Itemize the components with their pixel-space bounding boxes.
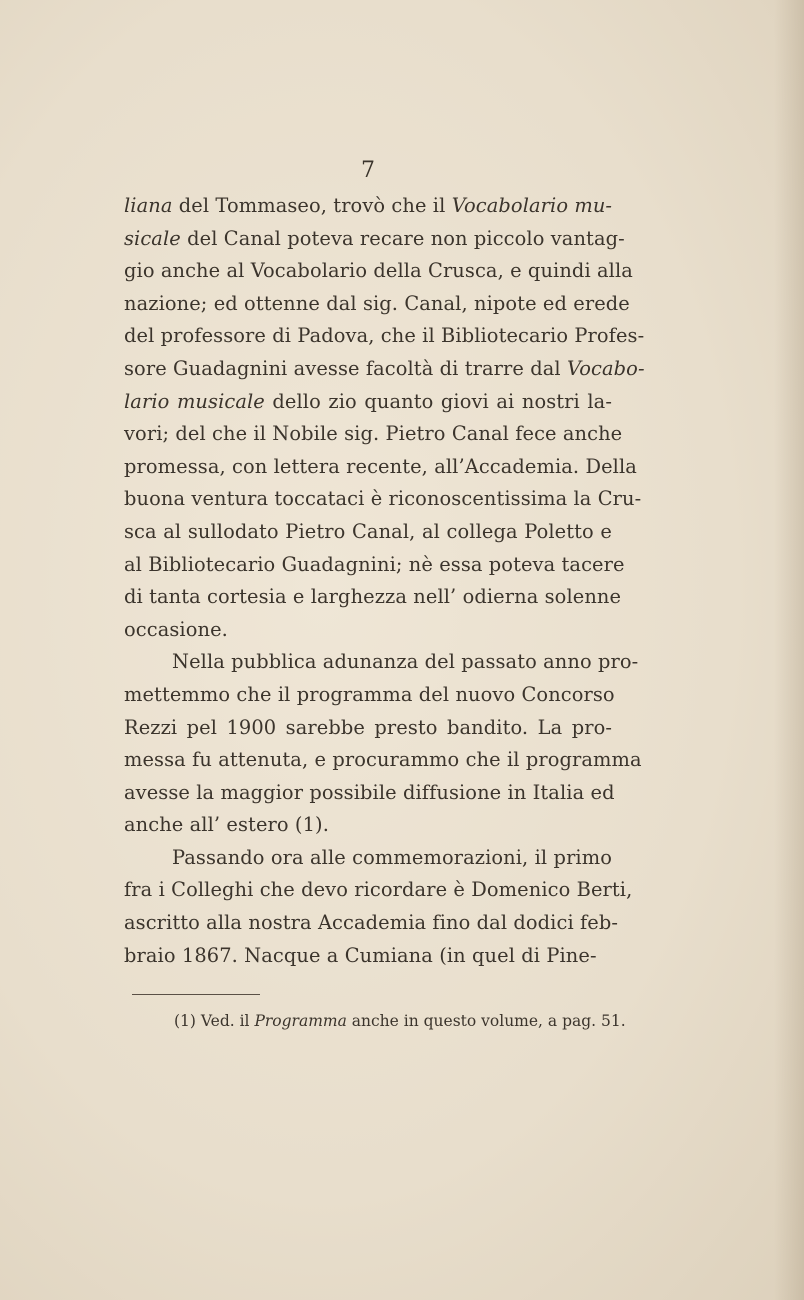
text-segment: Nella pubblica adunanza del passato anno pro-	[172, 650, 639, 674]
text-segment: sore Guadagnini avesse facoltà di trarre dal	[124, 356, 567, 380]
footnote-segment: anche in questo volume, a pag. 51.	[346, 1012, 626, 1030]
text-segment: del Canal poteva recare non piccolo vantag-	[180, 226, 625, 250]
text-segment: Rezzi pel 1900 sarebbe presto bandito. La pro-	[124, 715, 612, 739]
text-segment: fra i Colleghi che devo ricordare è Domenico Berti,	[124, 878, 633, 902]
text-line	[124, 320, 645, 353]
footnote-segment: Programma	[254, 1012, 347, 1030]
text-segment: ascritto alla nostra Accademia fino dal dodici feb-	[124, 911, 619, 935]
footnote-rule	[132, 994, 260, 995]
text-segment: dello zio quanto giovi ai nostri la-	[264, 389, 612, 413]
text-line	[124, 386, 612, 419]
text-line	[124, 842, 612, 875]
text-segment: sca al sullodato Pietro Canal, al collega Poletto e	[124, 519, 612, 543]
text-segment: lario musicale	[124, 389, 265, 413]
text-segment: del Tommaseo, trovò che il	[172, 194, 452, 217]
text-segment: nazione; ed ottenne dal sig. Canal, nipote ed erede	[124, 291, 630, 315]
text-line	[124, 907, 619, 940]
text-line	[124, 646, 639, 679]
text-segment: mettemmo che il programma del nuovo Concorso	[124, 682, 615, 706]
text-line	[124, 255, 633, 288]
text-line	[124, 874, 633, 907]
text-line	[124, 744, 642, 777]
text-line	[124, 581, 622, 614]
text-line	[124, 549, 625, 582]
text-line	[124, 190, 612, 223]
text-line	[124, 679, 615, 712]
text-line	[124, 777, 615, 810]
text-segment: anche all’ estero (1).	[124, 813, 329, 837]
text-segment: di tanta cortesia e larghezza nell’ odierna solenne	[124, 585, 622, 609]
text-line	[124, 712, 612, 745]
text-segment: Vocabolario mu-	[451, 194, 613, 217]
text-segment: occasione.	[124, 617, 228, 641]
text-segment: sicale	[124, 226, 181, 250]
text-line	[124, 516, 612, 549]
text-segment: liana	[124, 194, 173, 217]
text-segment: gio anche al Vocabolario della Crusca, e quindi alla	[124, 259, 633, 283]
page-edge-shadow	[774, 0, 804, 1300]
text-line	[124, 483, 642, 516]
text-segment: braio 1867. Nacque a Cumiana (in quel di Pine-	[124, 943, 597, 967]
text-segment: avesse la maggior possibile diffusione in Italia ed	[124, 780, 615, 804]
text-segment: Passando ora alle commemorazioni, il primo	[172, 845, 612, 869]
text-segment: Vocabo-	[566, 356, 645, 380]
text-segment: buona ventura toccataci è riconoscentissima la Cru-	[124, 487, 642, 511]
text-segment: promessa, con lettera recente, all’Accademia. Della	[124, 454, 637, 478]
text-line	[124, 353, 645, 386]
page-number: 7	[361, 158, 375, 183]
footnote-segment: (1) Ved. il	[174, 1012, 255, 1030]
body-text	[124, 190, 645, 972]
text-line	[124, 418, 623, 451]
text-line	[124, 223, 625, 256]
text-line	[124, 809, 612, 842]
text-segment: del professore di Padova, che il Bibliotecario Profes-	[124, 324, 645, 348]
footnote	[174, 1012, 626, 1030]
text-line	[124, 288, 630, 321]
text-segment: messa fu attenuta, e procurammo che il programma	[124, 748, 642, 772]
text-line	[124, 614, 612, 647]
text-segment: vori; del che il Nobile sig. Pietro Canal fece anche	[124, 422, 623, 446]
text-segment: al Bibliotecario Guadagnini; nè essa poteva tacere	[124, 552, 625, 576]
text-line	[124, 940, 612, 973]
text-line	[124, 451, 637, 484]
